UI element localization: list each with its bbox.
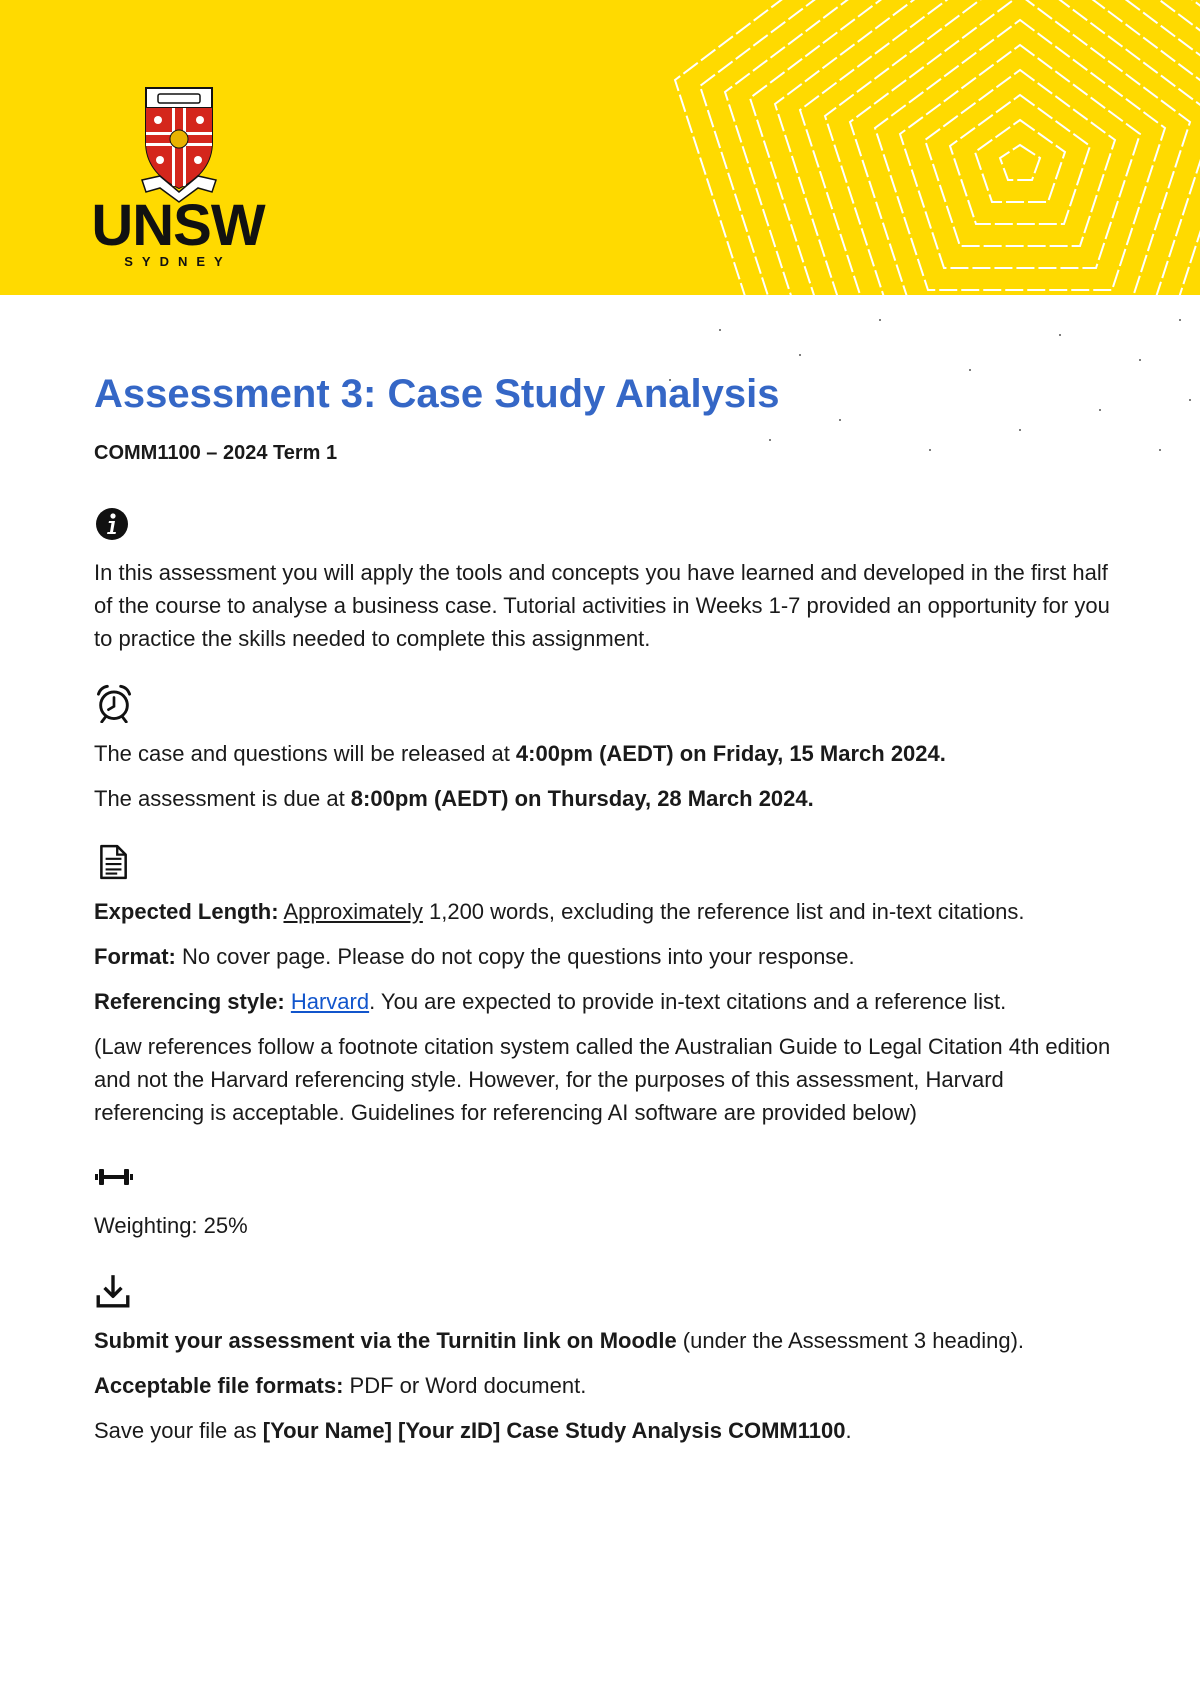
pentagon-pattern xyxy=(620,0,1200,295)
info-section xyxy=(94,506,1114,655)
weighting-text: Weighting: 25% xyxy=(94,1213,248,1238)
save-suffix: . xyxy=(845,1418,852,1443)
unsw-logo xyxy=(88,80,268,270)
submission-section xyxy=(94,1272,1114,1447)
download-icon xyxy=(94,1272,132,1310)
save-prefix: Save your file as xyxy=(94,1418,263,1443)
length-label: Expected Length: xyxy=(94,899,279,924)
due-datetime: 8:00pm (AEDT) on Thursday, 28 March 2024. xyxy=(350,786,814,811)
file-formats-line xyxy=(94,1369,1114,1402)
file-formats-label: Acceptable file formats: xyxy=(94,1373,344,1398)
document-icon xyxy=(94,843,132,881)
header-banner xyxy=(0,0,1200,295)
due-line xyxy=(94,782,1114,815)
dates-section xyxy=(94,683,1114,815)
submit-note: (under the Assessment 3 heading). xyxy=(676,1328,1025,1353)
law-note: (Law references follow a footnote citation system called the Australian Guide to Legal Citation 4th edition and not the Harvard referencing style. However, for the purposes of this assessment, Harvard referencing is acceptable. Guidelines for referencing AI software are provided below) xyxy=(94,1034,1111,1125)
brand-name: UNSW xyxy=(91,193,265,258)
brand-sub: SYDNEY xyxy=(124,254,232,269)
format-line xyxy=(94,940,1114,973)
referencing-line xyxy=(94,985,1114,1018)
release-line xyxy=(94,737,1114,770)
format-text: No cover page. Please do not copy the questions into your response. xyxy=(175,944,855,969)
release-prefix: The case and questions will be released at xyxy=(94,741,516,766)
page-title: Assessment 3: Case Study Analysis xyxy=(94,372,780,416)
intro-paragraph: In this assessment you will apply the tools and concepts you have learned and developed in the first half of the course to analyse a business case. Tutorial activities in Weeks 1-7 provided an opportunity for you to practice the skills needed to complete this assignment. xyxy=(94,560,1110,651)
submit-line xyxy=(94,1324,1114,1357)
save-as-line xyxy=(94,1414,1114,1447)
course-subtitle: COMM1100 – 2024 Term 1 xyxy=(94,442,338,464)
alarm-clock-icon xyxy=(94,683,134,723)
save-filename: [Your Name] [Your zID] Case Study Analysis COMM1100 xyxy=(262,1418,846,1443)
unsw-crest xyxy=(142,88,216,202)
referencing-text: . You are expected to provide in-text citations and a reference list. xyxy=(369,989,1007,1014)
harvard-link[interactable]: Harvard xyxy=(290,989,370,1014)
length-line xyxy=(94,895,1114,928)
referencing-label: Referencing style: xyxy=(94,989,285,1014)
due-prefix: The assessment is due at xyxy=(94,786,351,811)
format-label: Format: xyxy=(94,944,176,969)
length-approx: Approximately xyxy=(283,899,423,924)
info-icon xyxy=(94,506,130,542)
file-formats-text: PDF or Word document. xyxy=(343,1373,587,1398)
format-section xyxy=(94,843,1114,1129)
release-datetime: 4:00pm (AEDT) on Friday, 15 March 2024. xyxy=(515,741,946,766)
weighting-section xyxy=(94,1159,1114,1242)
dumbbell-icon xyxy=(94,1159,134,1195)
submit-instruction: Submit your assessment via the Turnitin link on Moodle xyxy=(94,1328,677,1353)
main-content xyxy=(94,370,1114,1447)
length-text: 1,200 words, excluding the reference list and in-text citations. xyxy=(422,899,1025,924)
